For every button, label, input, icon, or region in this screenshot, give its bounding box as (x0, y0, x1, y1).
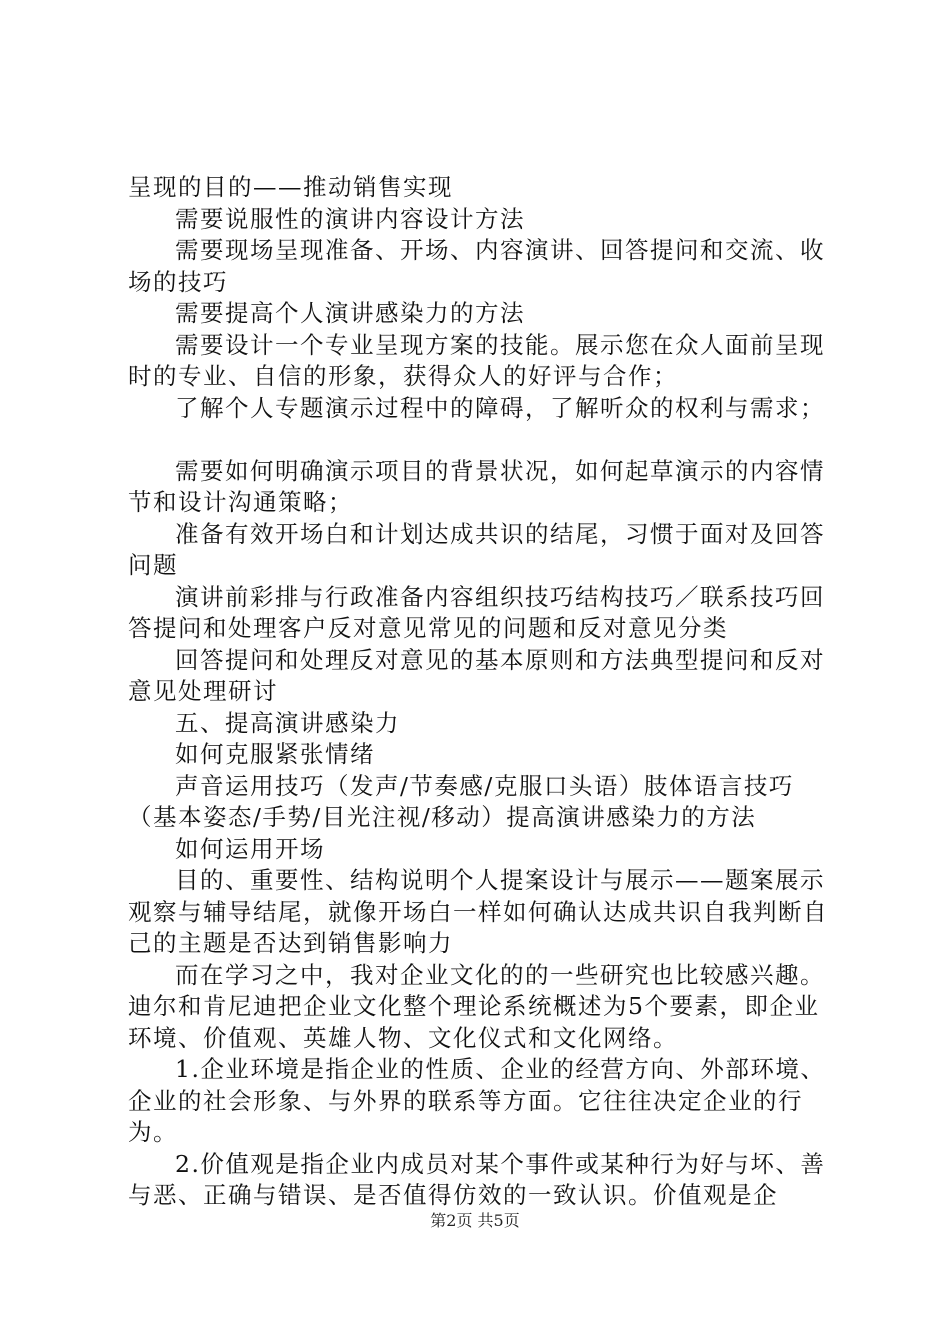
paragraph: 了解个人专题演示过程中的障碍，了解听众的权利与需求； (175, 393, 825, 422)
paragraph: 如何克服紧张情绪 (175, 740, 375, 768)
paragraph: 需要说服性的演讲内容设计方法 (175, 204, 525, 233)
paragraph: 回答提问和处理反对意见的基本原则和方法典型提问和反对意见处理研讨 (128, 645, 825, 705)
paragraph: 声音运用技巧（发声/节奏感/克服口头语）肢体语言技巧（基本姿态/手势/目光注视/移动）提高演讲感染力的方法 (128, 771, 794, 831)
paragraph: 而在学习之中，我对企业文化的的一些研究也比较感兴趣。迪尔和肯尼迪把企业文化整个理论系统概述为5个要素，即企业环境、价值观、英雄人物、文化仪式和文化网络。 (128, 960, 825, 1052)
paragraph: 2.价值观是指企业内成员对某个事件或某种行为好与坏、善与恶、正确与错误、是否值得仿效的一致认识。价值观是企 (128, 1149, 826, 1209)
paragraph: 需要设计一个专业呈现方案的技能。展示您在众人面前呈现时的专业、自信的形象，获得众人的好评与合作； (128, 330, 825, 390)
document-body (128, 172, 838, 1212)
paragraph: 演讲前彩排与行政准备内容组织技巧结构技巧／联系技巧回答提问和处理客户反对意见常见的问题和反对意见分类 (128, 582, 825, 642)
paragraph: 需要提高个人演讲感染力的方法 (175, 299, 525, 327)
paragraph: 需要如何明确演示项目的背景状况，如何起草演示的内容情节和设计沟通策略； (128, 456, 825, 516)
blank-line (128, 424, 838, 456)
paragraph: 准备有效开场白和计划达成共识的结尾，习惯于面对及回答问题 (128, 519, 825, 579)
paragraph: 需要现场呈现准备、开场、内容演讲、回答提问和交流、收场的技巧 (128, 236, 825, 296)
paragraph: 如何运用开场 (175, 834, 325, 863)
section-heading: 五、提高演讲感染力 (175, 708, 400, 737)
paragraph: 目的、重要性、结构说明个人提案设计与展示——题案展示观察与辅导结尾，就像开场白一样如何确认达成共识自我判断自己的主题是否达到销售影响力 (128, 866, 828, 957)
page-number-footer: 第2页 共5页 (430, 1211, 520, 1230)
paragraph: 呈现的目的——推动销售实现 (128, 173, 453, 201)
paragraph: 1.企业环境是指企业的性质、企业的经营方向、外部环境、企业的社会形象、与外界的联系等方面。它往往决定企业的行为。 (128, 1055, 826, 1146)
